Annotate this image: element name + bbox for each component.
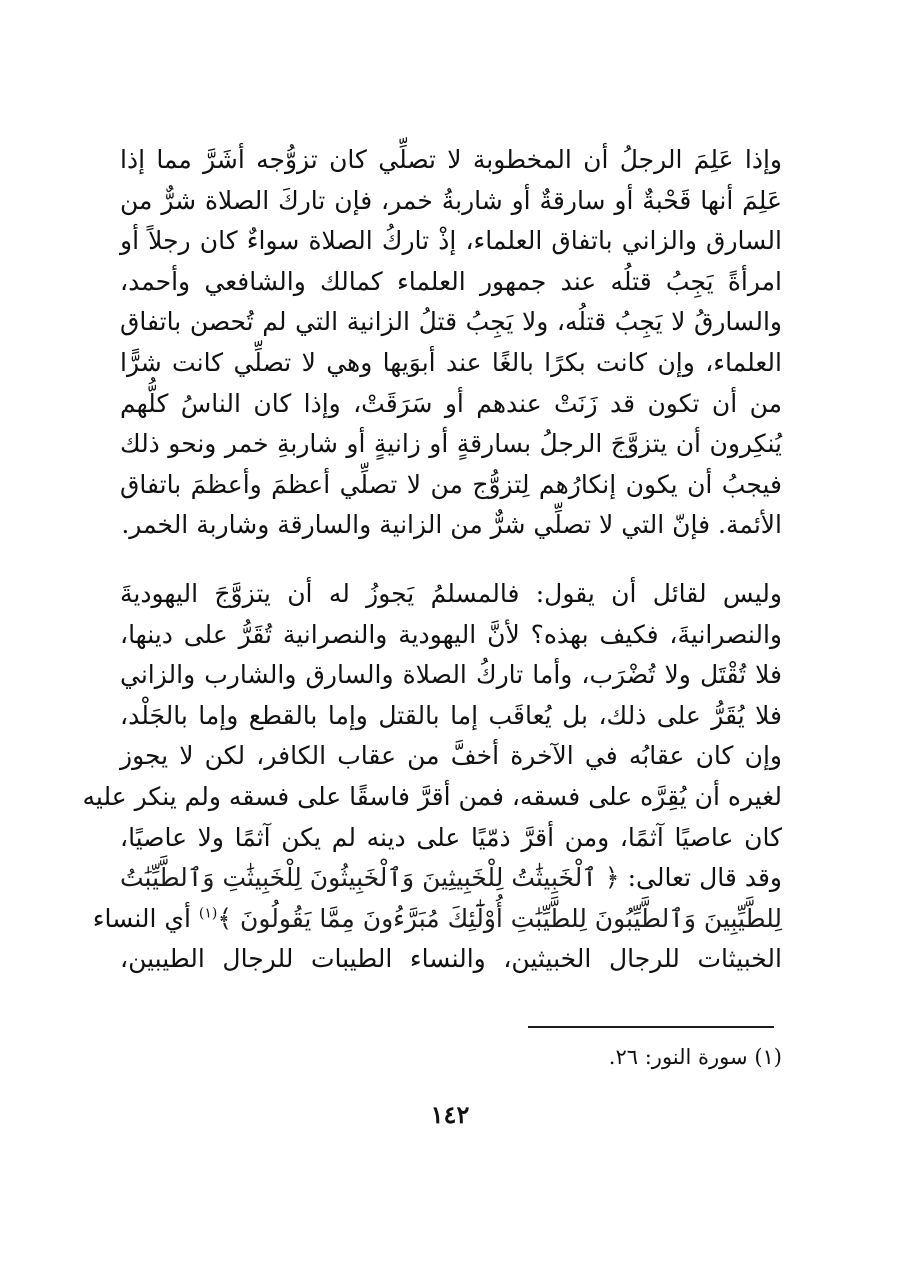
paragraph-line: لغيره أن يُقِرَّه على فسقه، فمن أقرَّ فاسقًا على فسقه ولم ينكر عليه [82,781,782,811]
footnote [120,1042,782,1072]
paragraph-line: السارق والزاني باتفاق العلماء، إذْ تاركُ الصلاة سواءٌ كان رجلاً أو [120,226,782,256]
paragraph-line: عَلِمَ أنها قَحْبةٌ أو سارقةٌ أو شاربةُ خمر، فإن تاركَ الصلاة شرٌّ من [120,185,782,215]
quran-intro: وقد قال تعالى: [627,863,782,893]
paragraph-line: فيجبُ أن يكون إنكارُهم لِتزوُّج من لا تصلِّي أعظمَ وأعظمَ باتفاق [120,469,782,499]
footnote-text: سورة النور: ٢٦. [608,1045,748,1069]
paragraph-line: الخبيثات للرجال الخبيثين، والنساء الطيبات للرجال الطيبين، [120,944,782,974]
footnote-marker: (١) [754,1045,782,1069]
paragraph-line: فلا تُقْتَل ولا تُضْرَب، وأما تاركُ الصلاة والسارق والشارب والزاني [120,660,782,690]
paragraph-line: والسارقُ لا يَجِبُ قتلُه، ولا يَجِبُ قتلُ الزانية التي لم تُحصن باتفاق [120,307,782,337]
quran-verse: لِلطَّيِّبِينَ وَٱلطَّيِّبُونَ لِلطَّيِّبَٰتِ أُوْلَٰٓئِكَ مُبَرَّءُونَ مِمَّا يَقُولُونَ ﴾ [217,903,782,933]
paragraph-line: امرأةً يَجِبُ قتلُه عند جمهور العلماء كمالك والشافعي وأحمد، [120,266,782,296]
paragraph-2 [82,574,782,980]
quran-line [92,899,782,940]
paragraph-line: وإن كان عقابُه في الآخرة أخفَّ من عقاب الكافر، لكن لا يجوز [120,741,782,771]
page-number: ١٤٢ [430,1100,470,1129]
quran-line [120,858,782,899]
paragraph-line: فلا يُقَرُّ على ذلك، بل يُعاقَب إما بالقتل وإما بالقطع وإما بالجَلْد، [120,700,782,730]
footnote-reference[interactable]: (١) [198,905,218,922]
paragraph-line: يُنكِرون أن يتزوَّجَ الرجلُ بسارقةٍ أو زانيةٍ أو شاربةِ خمر ونحو ذلك [120,429,782,459]
paragraph-line: والنصرانيةَ، فكيف بهذه؟ لأنَّ اليهودية والنصرانية تُقَرُّ على دينها، [120,619,782,649]
paragraph-line: العلماء، وإن كانت بكرًا بالغًا عند أبوَيها وهي لا تصلِّي كانت شرًّا [120,347,782,377]
footnote-divider [528,1026,774,1028]
paragraph-line: كان عاصيًا آثمًا، ومن أقرَّ ذمّيًا على دينه لم يكن آثمًا ولا عاصيًا، [120,822,782,852]
quran-verse: ﴿ ٱلْخَبِيثَٰتُ لِلْخَبِيثِينَ وَٱلْخَبِيثُونَ لِلْخَبِيثَٰتِ وَٱلطَّيِّبَٰتُ [120,863,620,893]
paragraph-line: وإذا عَلِمَ الرجلُ أن المخطوبة لا تصلِّي كان تزوُّجه أشَرَّ مما إذا [120,145,782,174]
paragraph-line: وليس لقائل أن يقول: فالمسلمُ يَجوزُ له أن يتزوَّجَ اليهوديةَ [120,579,782,608]
verse-explanation: أي النساء [92,903,191,933]
paragraph-1 [120,140,782,546]
paragraph-line: من أن تكون قد زَنَتْ عندهم أو سَرَقَتْ، وإذا كان الناسُ كلُّهم [120,388,782,418]
paragraph-line: الأئمة. فإنّ التي لا تصلِّي شرٌّ من الزانية والسارقة وشاربة الخمر. [121,510,782,540]
